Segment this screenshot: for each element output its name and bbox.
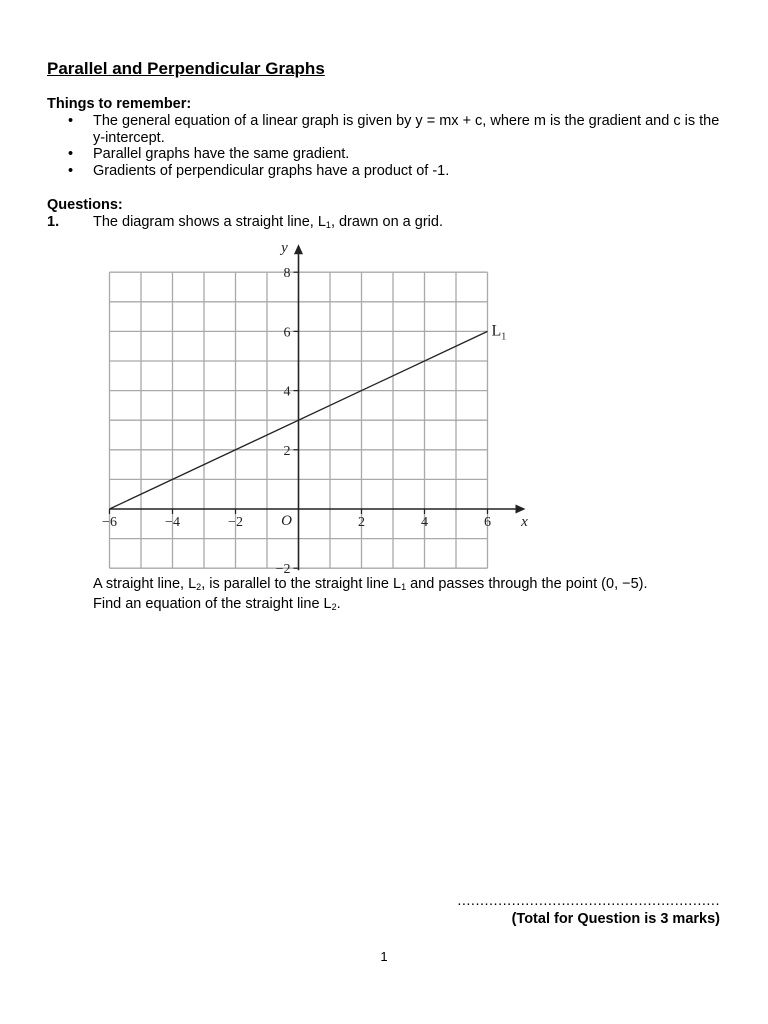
y-tick-label: 4 xyxy=(283,384,291,400)
x-tick-label: 2 xyxy=(358,515,365,530)
x-axis-arrow-icon xyxy=(516,505,526,514)
text-part: A straight line, L xyxy=(93,576,197,592)
question-number: 1. xyxy=(47,214,60,230)
text-part: Find an equation of the straight line L xyxy=(93,595,332,612)
text-part: , is parallel to the straight line L xyxy=(201,576,402,592)
page-number: 1 xyxy=(380,949,388,964)
y-tick-label: −2 xyxy=(275,562,291,578)
x-tick-label: −4 xyxy=(165,515,180,530)
text-part: and passes through the point (0, −5). xyxy=(406,576,648,592)
y-tick-label: 6 xyxy=(283,325,291,341)
x-tick-label: −2 xyxy=(228,515,243,530)
questions-heading: Questions: xyxy=(47,197,123,213)
series-label xyxy=(492,322,507,342)
question-intro-subscript: 1 xyxy=(325,220,331,230)
question-text xyxy=(93,576,733,615)
remember-heading: Things to remember: xyxy=(47,96,192,112)
total-marks: (Total for Question is 3 marks) xyxy=(511,911,720,927)
bullet-text: The general equation of a linear graph is given by y = mx + c, where m is the gradient and c is the y-intercept. xyxy=(93,113,720,146)
subscript: 1 xyxy=(401,582,407,592)
x-tick-label: 6 xyxy=(484,515,491,530)
bullet-text: Gradients of perpendicular graphs have a product of -1. xyxy=(93,162,450,179)
question-intro-text-end: , drawn on a grid. xyxy=(330,214,443,230)
question-line-2 xyxy=(93,596,733,616)
series-label-subscript: 1 xyxy=(501,331,507,343)
bullet-icon: • xyxy=(68,146,74,162)
x-tick-label: −6 xyxy=(102,515,117,530)
page-title: Parallel and Perpendicular Graphs xyxy=(47,59,325,78)
question-line-1 xyxy=(93,576,733,596)
y-axis-arrow-icon xyxy=(294,244,303,254)
y-tick-label: 2 xyxy=(283,443,291,459)
text-part: . xyxy=(336,595,341,612)
bullet-icon: • xyxy=(68,162,74,179)
subscript: 2 xyxy=(331,601,337,612)
origin-label: O xyxy=(281,513,292,529)
bullet-text: Parallel graphs have the same gradient. xyxy=(93,146,350,162)
answer-line[interactable]: .......................................................... xyxy=(457,893,720,909)
y-tick-label: 8 xyxy=(283,266,291,282)
x-axis-label: x xyxy=(521,514,528,530)
series-label-name: L xyxy=(491,322,502,340)
question-intro-text: The diagram shows a straight line, L xyxy=(93,214,326,230)
x-tick-label: 4 xyxy=(421,515,428,530)
labels-layer xyxy=(102,240,528,577)
bullet-icon: • xyxy=(68,113,74,129)
subscript: 2 xyxy=(196,582,202,592)
y-axis-label: y xyxy=(281,240,288,257)
